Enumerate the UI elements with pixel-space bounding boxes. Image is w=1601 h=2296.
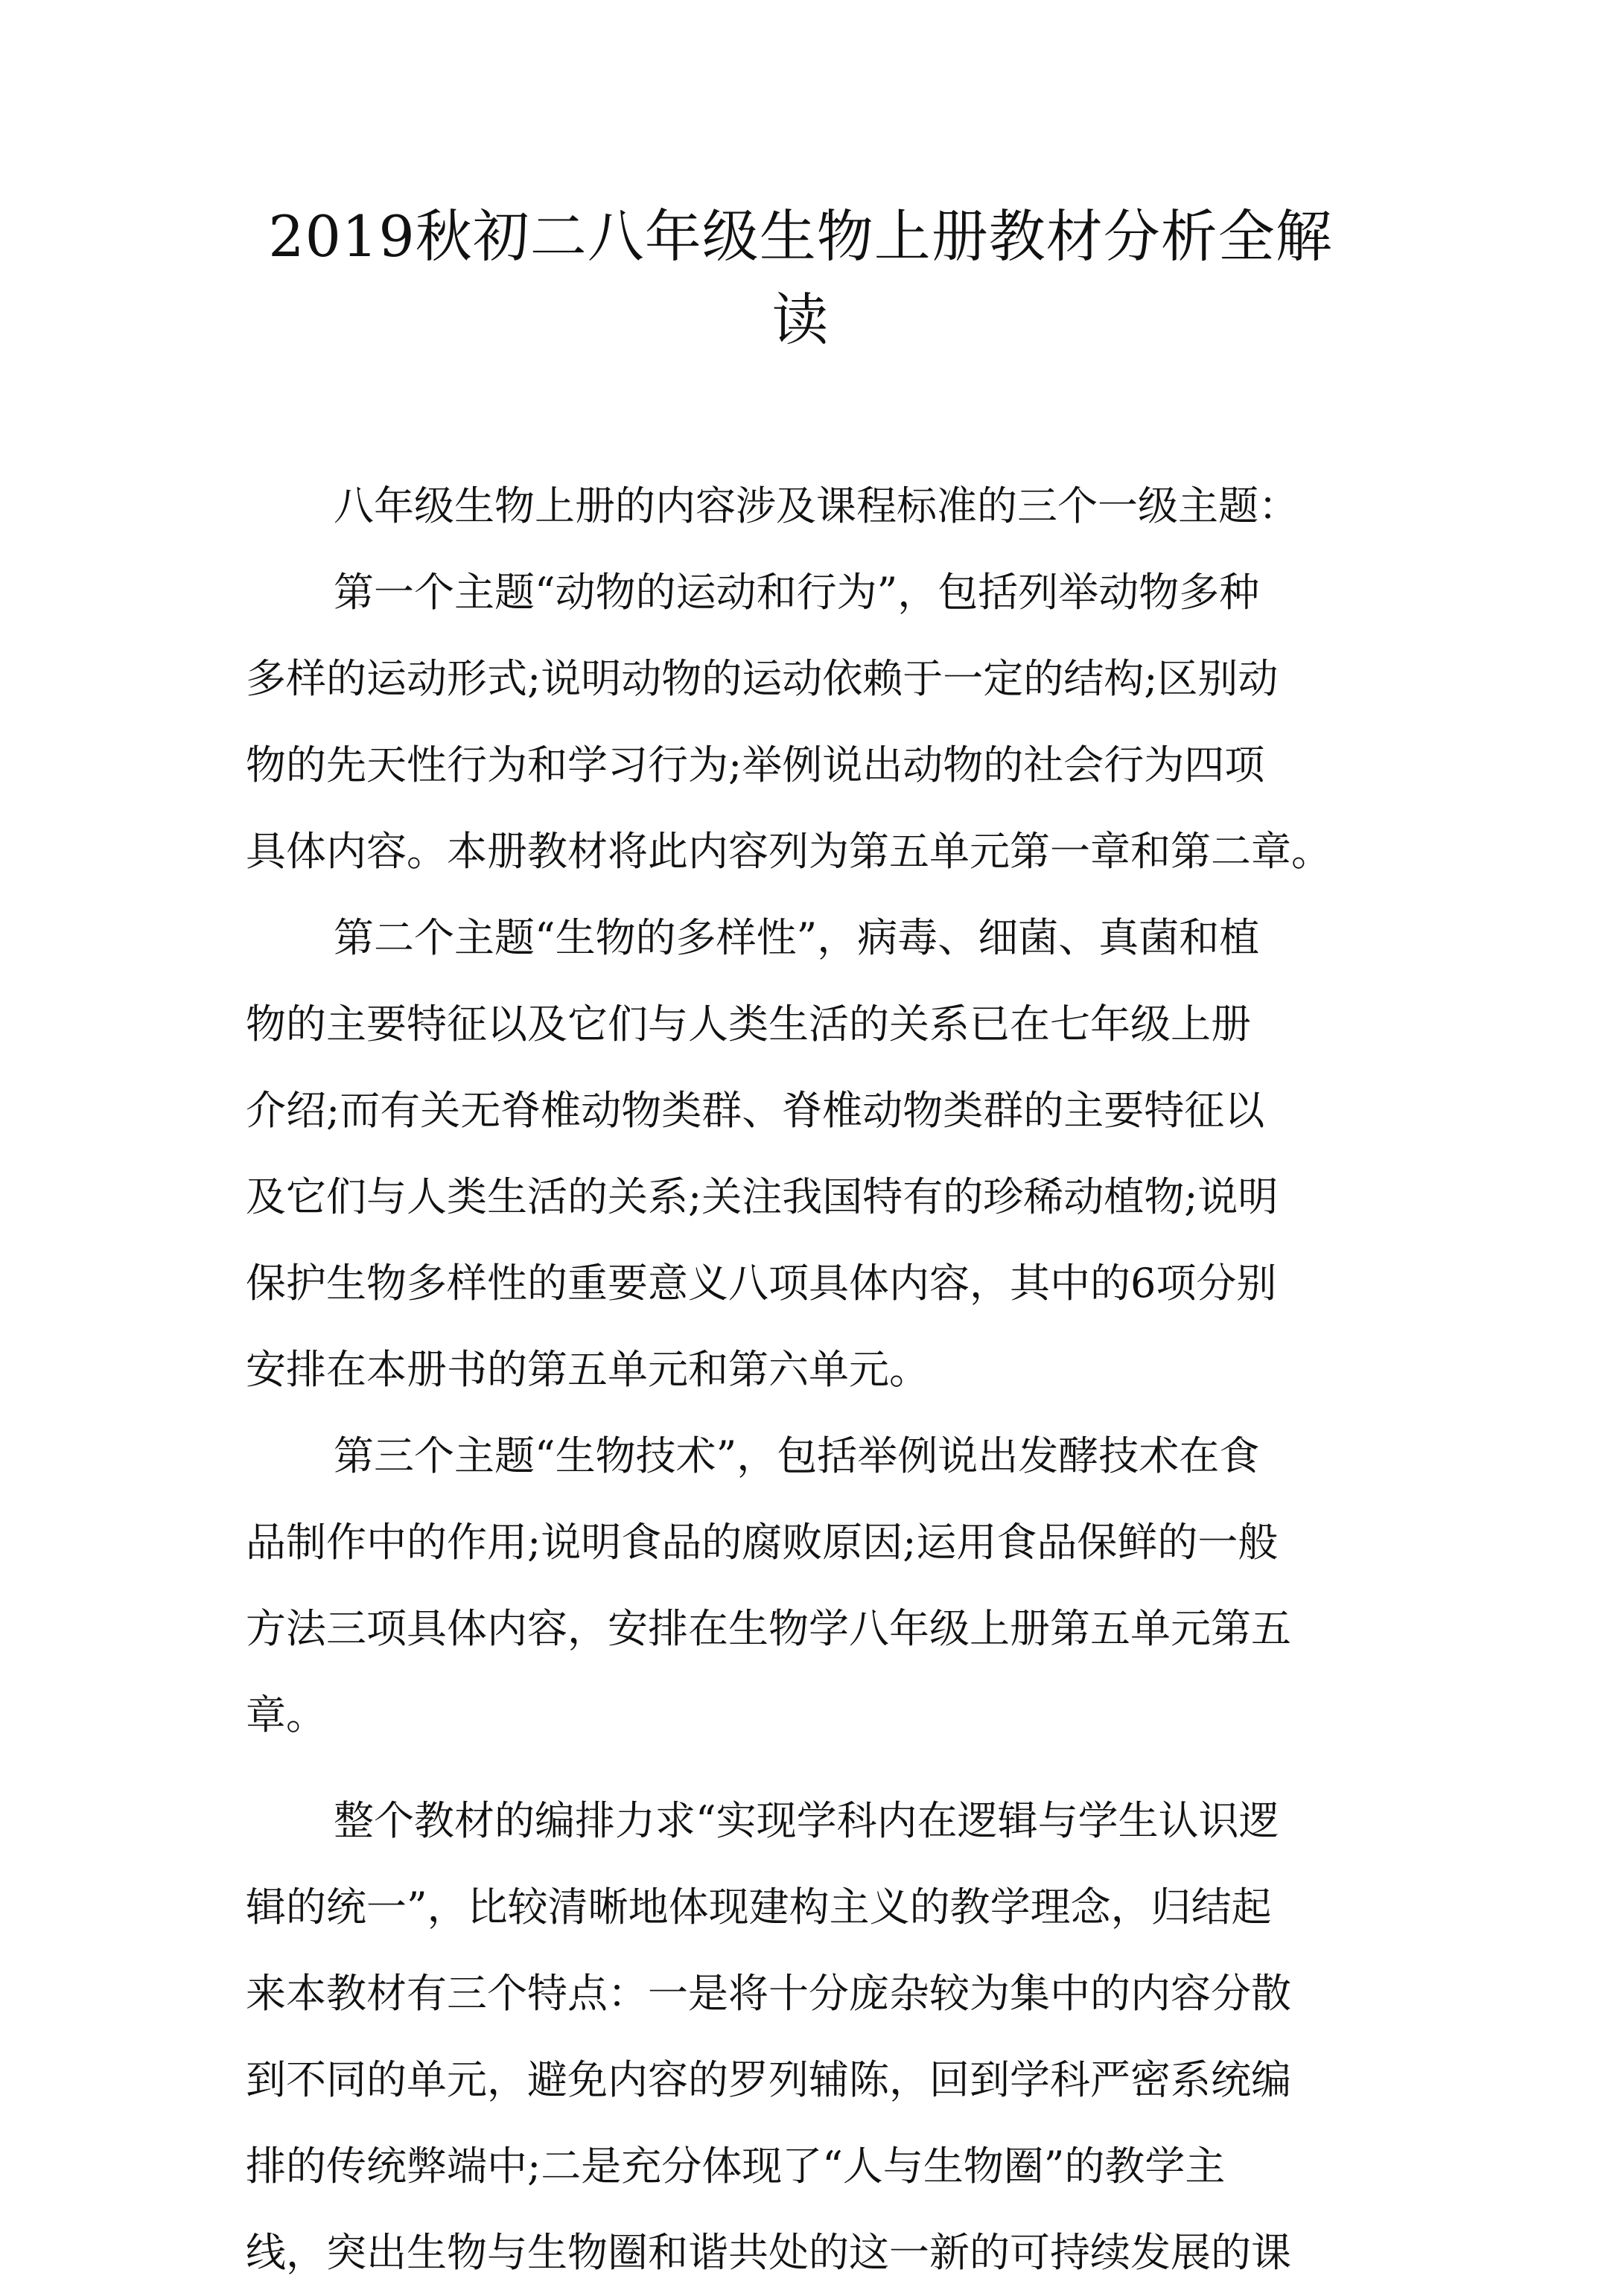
intro-paragraph: 八年级生物上册的内容涉及课程标准的三个一级主题： xyxy=(334,482,1299,529)
document-title xyxy=(246,195,1355,362)
theme-two-line-3: 介绍;而有关无脊椎动物类群、脊椎动物类群的主要特征以 xyxy=(246,1087,1265,1134)
features-line-3: 来本教材有三个特点：一是将十分庞杂较为集中的内容分散 xyxy=(246,1970,1291,2017)
theme-one-line-3: 物的先天性行为和学习行为;举例说出动物的社会行为四项 xyxy=(246,742,1265,788)
title-line-1: 2019秋初二八年级生物上册教材分析全解 xyxy=(268,203,1333,270)
features-line-6: 线，突出生物与生物圈和谐共处的这一新的可持续发展的课 xyxy=(246,2229,1291,2276)
theme-one-line-4: 具体内容。本册教材将此内容列为第五单元第一章和第二章。 xyxy=(246,828,1331,875)
document-body xyxy=(246,463,1355,2296)
theme-three-line-1: 第三个主题“生物技术”，包括举例说出发酵技术在食 xyxy=(334,1432,1260,1479)
theme-three-line-3: 方法三项具体内容，安排在生物学八年级上册第五单元第五 xyxy=(246,1605,1291,1652)
theme-one-line-2: 多样的运动形式;说明动物的运动依赖于一定的结构;区别动 xyxy=(246,655,1279,702)
paragraph-spacing xyxy=(246,1758,1355,1778)
features-line-5: 排的传统弊端中;二是充分体现了“人与生物圈”的教学主 xyxy=(246,2143,1226,2190)
features-line-4: 到不同的单元，避免内容的罗列辅陈，回到学科严密系统编 xyxy=(246,2056,1291,2103)
features-line-2: 辑的统一”，比较清晰地体现建构主义的教学理念，归结起 xyxy=(246,1884,1272,1930)
theme-one-line-1: 第一个主题“动物的运动和行为”，包括列举动物多种 xyxy=(334,569,1260,616)
theme-two-line-5: 保护生物多样性的重要意义八项具体内容，其中的6项分别 xyxy=(246,1260,1277,1307)
features-line-1: 整个教材的编排力求“实现学科内在逻辑与学生认识逻 xyxy=(334,1797,1279,1844)
theme-two-line-4: 及它们与人类生活的关系;关注我国特有的珍稀动植物;说明 xyxy=(246,1173,1279,1220)
title-line-2: 读 xyxy=(771,287,830,353)
theme-two-line-6: 安排在本册书的第五单元和第六单元。 xyxy=(246,1346,929,1393)
theme-three-line-2: 品制作中的作用;说明食品的腐败原因;运用食品保鲜的一般 xyxy=(246,1519,1279,1566)
theme-two-line-1: 第二个主题“生物的多样性”，病毒、细菌、真菌和植 xyxy=(334,914,1260,961)
theme-two-line-2: 物的主要特征以及它们与人类生活的关系已在七年级上册 xyxy=(246,1001,1251,1047)
theme-three-line-4: 章。 xyxy=(246,1691,326,1738)
